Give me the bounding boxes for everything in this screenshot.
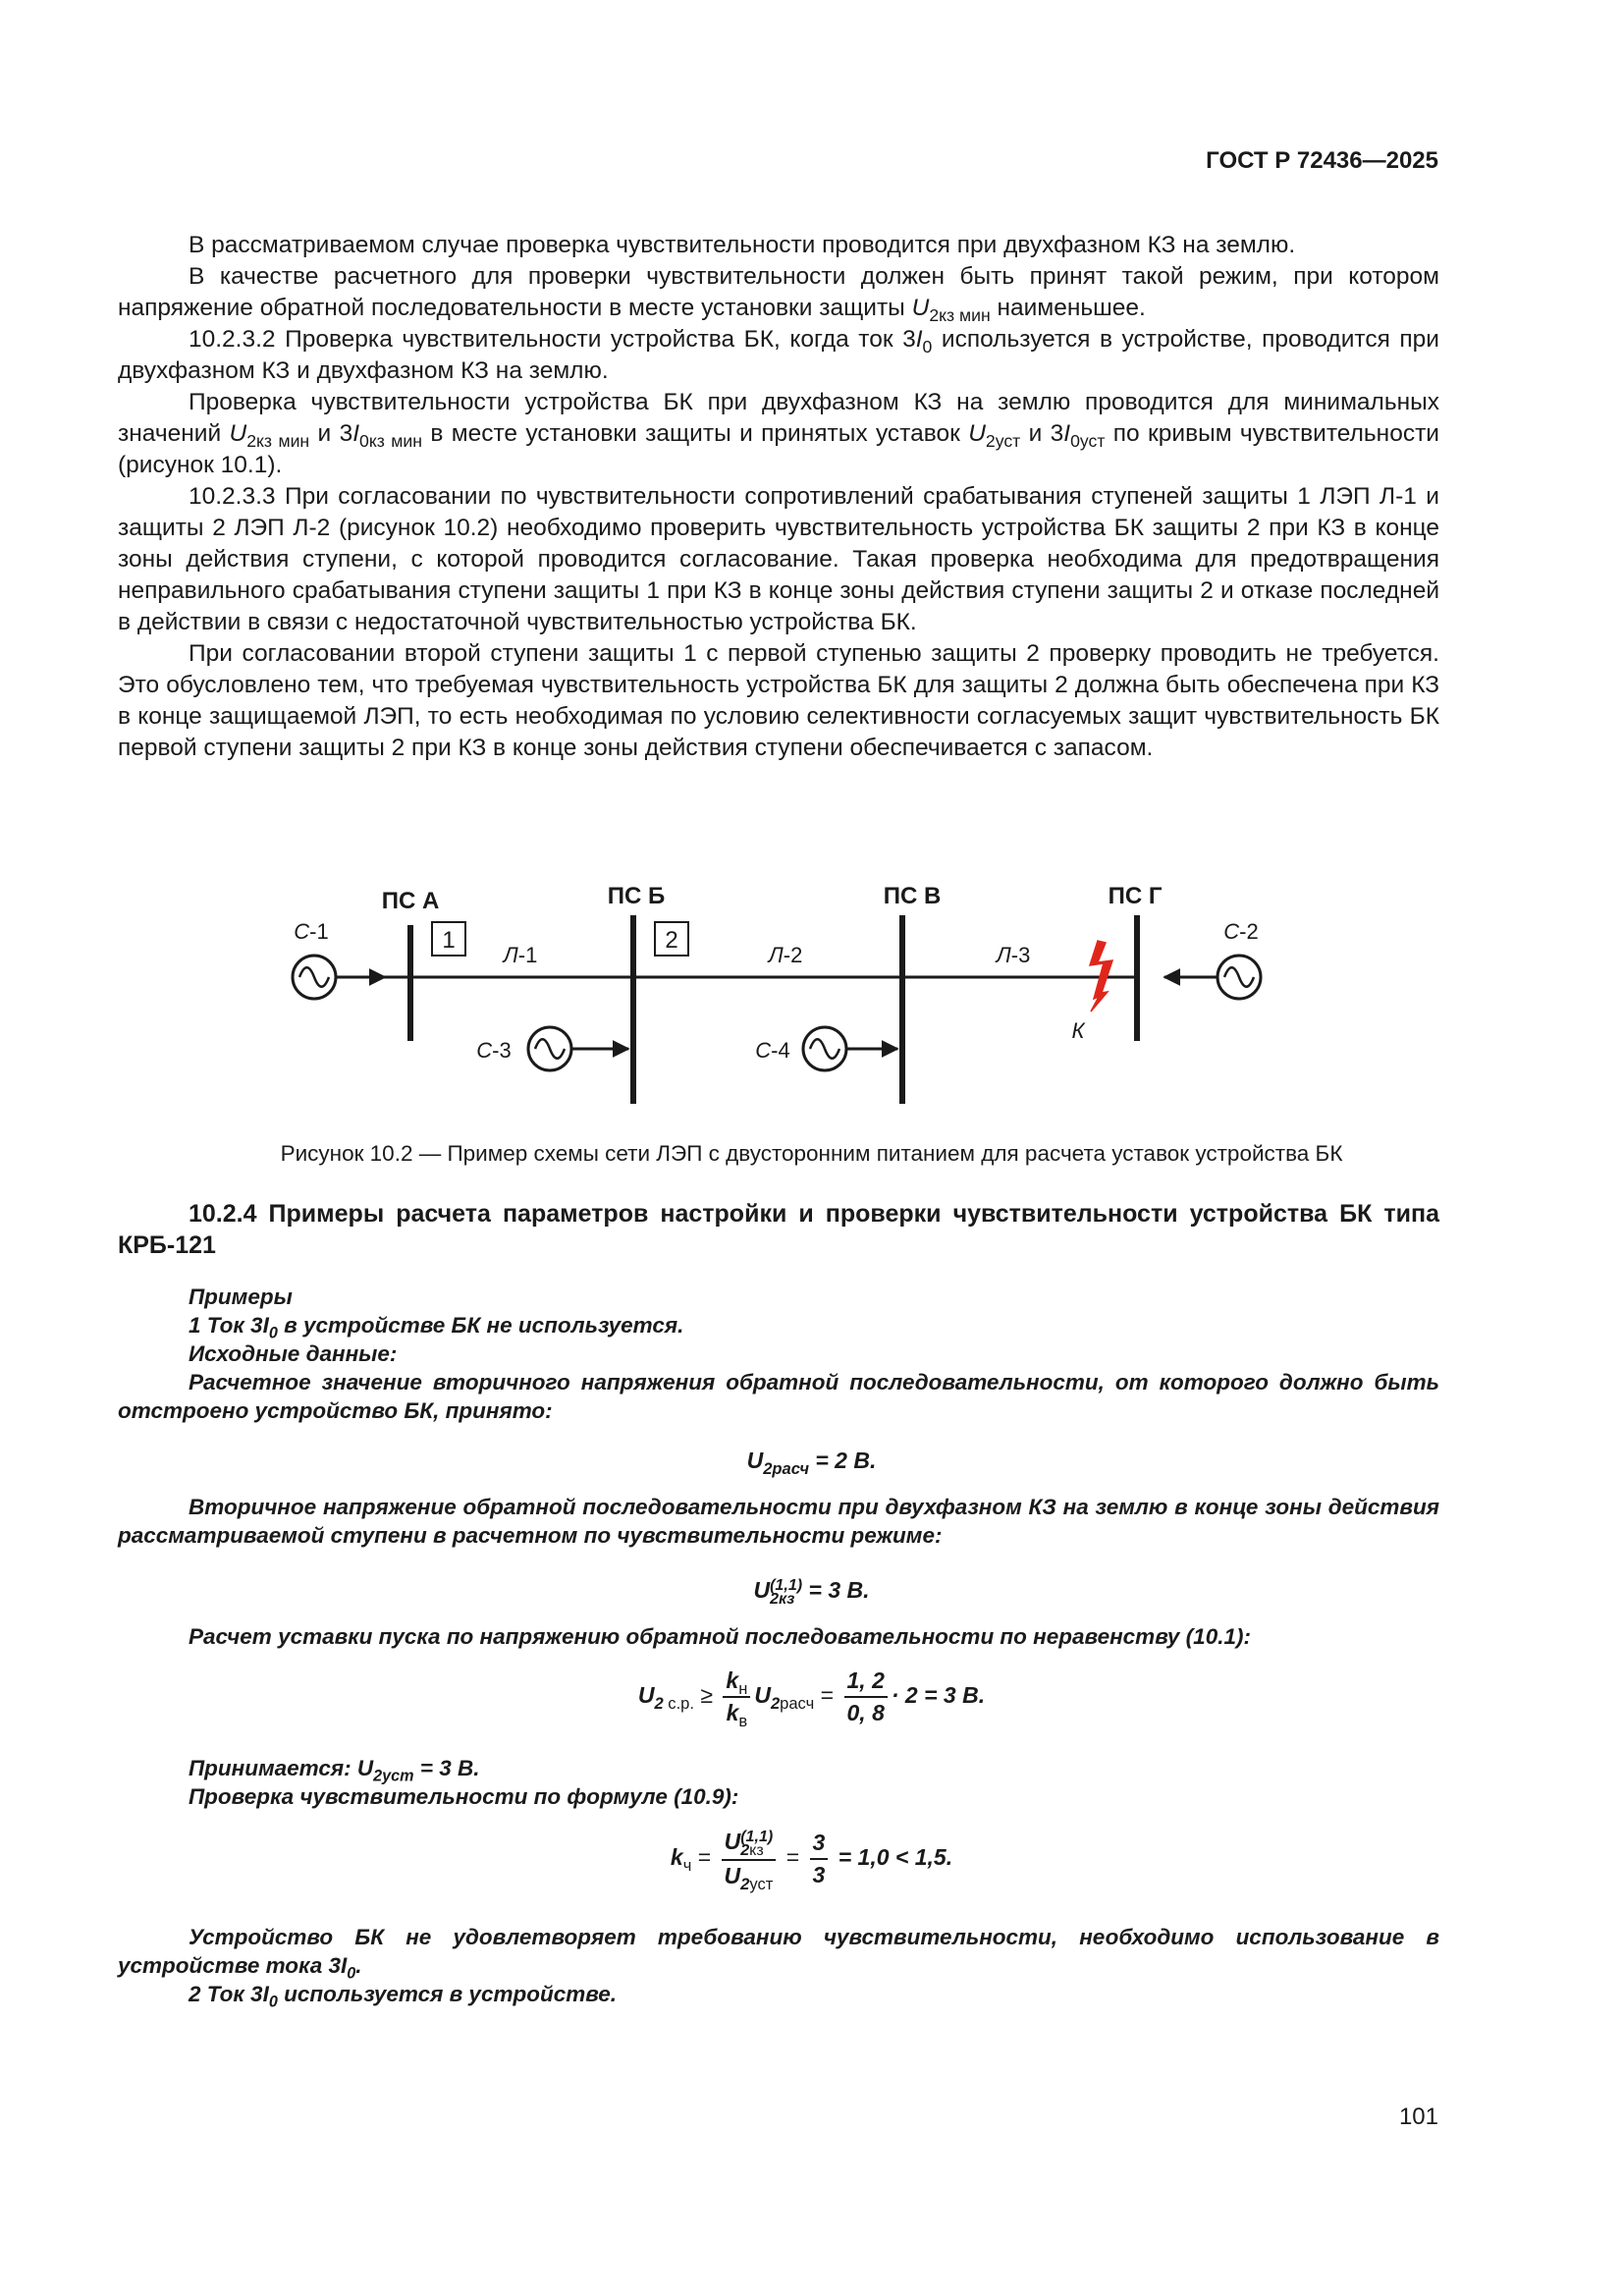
- protection-number: 2: [665, 927, 678, 954]
- example-text: Проверка чувствительности по формуле (10.9):: [189, 1784, 739, 1809]
- superscript: (1,1): [740, 1827, 774, 1845]
- example-paragraph: [118, 1493, 1439, 1550]
- subscript: 2кз мин: [246, 431, 310, 452]
- symbol-u: U: [911, 295, 930, 321]
- paragraph-text: При согласовании второй ступени защиты 1 с первой ступенью защиты 2 проверку проводить не требуется. Это обусловлено тем, что требуемая чувствительность устройства БК для защиты 2 должна быть обеспечена при КЗ в конце защищаемой ЛЭП, то есть необходимая по условию селективности согласуемых защит чувствительность БК первой ступени защиты 2 при КЗ в конце зоны действия ступени обеспечивается с запасом.: [118, 640, 1439, 761]
- formula-text: = 3 В.: [802, 1577, 870, 1603]
- accept-text: [118, 1754, 1439, 1785]
- source-label: С-1: [294, 919, 329, 944]
- subscript: 2уст: [373, 1767, 414, 1785]
- symbol-u: U: [753, 1577, 771, 1603]
- subscript: 0уст: [1070, 431, 1106, 452]
- subscript: 0: [922, 337, 933, 357]
- subscript: ч: [682, 1855, 692, 1875]
- input-data-label: Исходные данные:: [189, 1341, 398, 1366]
- line-label: Л-3: [996, 943, 1031, 967]
- subscript: с.р.: [663, 1693, 694, 1713]
- subscript: 0: [268, 1993, 278, 2011]
- paragraph-text: 10.2.3.2 Проверка чувствительности устройства БК, когда ток 3: [189, 326, 916, 353]
- figure-caption: Рисунок 10.2 — Пример схемы сети ЛЭП с двусторонним питанием для расчета уставок устройства БК: [280, 1141, 1343, 1166]
- example-text: Устройство БК не удовлетворяет требованию чувствительности, необходимо использование в устройстве тока 3: [118, 1925, 1439, 1978]
- formula-text: = 1,0 < 1,5.: [832, 1844, 953, 1871]
- source-label: С-2: [1223, 919, 1259, 944]
- subscript: 2уст: [985, 431, 1021, 452]
- subscript: 2кз: [770, 1589, 795, 1608]
- example-paragraph: [118, 1622, 1439, 1651]
- symbol-i: I: [341, 1953, 348, 1978]
- subscript: уст: [749, 1874, 774, 1893]
- formula-text: · 2 = 3 В.: [891, 1682, 986, 1709]
- symbol-i: I: [262, 1982, 269, 2006]
- paragraph-text: В качестве расчетного для проверки чувствительности должен быть принят такой режим, при котором напряжение обратной последовательности в месте установки защиты: [118, 263, 1439, 321]
- paragraph-text: В рассматриваемом случае проверка чувствительности проводится при двухфазном КЗ на землю.: [189, 232, 1296, 258]
- symbol-u: U: [229, 420, 247, 447]
- example-text: Расчет уставки пуска по напряжению обратной последовательности по неравенству (10.1):: [189, 1624, 1251, 1649]
- fraction-values: [810, 1830, 829, 1888]
- paragraph: [118, 387, 1439, 481]
- source-label: С-3: [476, 1038, 512, 1063]
- subscript: 2кз мин: [929, 305, 991, 326]
- symbol-u: U: [724, 1862, 741, 1888]
- paragraph-text: наименьшее.: [990, 295, 1146, 321]
- substation-label: ПС А: [381, 888, 440, 914]
- symbol-u: U: [746, 1448, 764, 1473]
- symbol-i: I: [915, 326, 923, 353]
- superscript: (1,1): [770, 1575, 803, 1594]
- paragraph-text: по кривым чувствительности (рисунок 10.1).: [118, 420, 1439, 478]
- subscript: кз: [749, 1840, 764, 1859]
- fraction-u: [722, 1827, 777, 1893]
- generator-icon: [1217, 956, 1261, 999]
- subscript: 0: [347, 1964, 356, 1983]
- paragraph: [118, 324, 1439, 387]
- fraction-k: [723, 1667, 750, 1730]
- substation-label: ПС Б: [607, 883, 666, 909]
- line-label: Л-1: [503, 943, 538, 967]
- example-text: 1 Ток 3: [189, 1313, 263, 1338]
- symbol-u: U: [637, 1682, 655, 1709]
- symbol-u: U: [754, 1682, 771, 1709]
- generator-icon: [528, 1027, 571, 1070]
- operator: ≥: [693, 1682, 720, 1709]
- operator: =: [691, 1844, 718, 1871]
- subscript: 2: [654, 1693, 664, 1713]
- generator-icon: [803, 1027, 846, 1070]
- operator: =: [814, 1682, 840, 1709]
- section-heading: 10.2.4 Примеры расчета параметров настройки и проверки чувствительности устройства БК типа КРБ-121: [118, 1200, 1439, 1259]
- line-label: Л-2: [768, 943, 803, 967]
- symbol-i: I: [352, 420, 360, 447]
- example-text: = 3 В.: [413, 1756, 480, 1780]
- operator: =: [780, 1844, 806, 1871]
- example-case-1: [118, 1311, 1439, 1342]
- paragraph-text: используется в устройстве, проводится при двухфазном КЗ и двухфазном КЗ на землю.: [118, 326, 1439, 384]
- protection-number: 1: [442, 927, 456, 954]
- body-text: [118, 230, 1439, 764]
- conclusion-text: [118, 1923, 1439, 1983]
- formula-u2-calc: [0, 1448, 1623, 1478]
- subscript: расч: [780, 1693, 815, 1713]
- paragraph: [118, 481, 1439, 638]
- example-text: .: [355, 1953, 362, 1978]
- symbol-i: I: [262, 1313, 269, 1338]
- denominator: 3: [812, 1861, 826, 1887]
- symbol-k: k: [726, 1667, 739, 1693]
- network-diagram: [0, 864, 1623, 1129]
- paragraph-text: в месте установки защиты и принятых уставок: [422, 420, 969, 447]
- example-text: 2 Ток 3: [189, 1982, 263, 2006]
- paragraph: [118, 638, 1439, 764]
- example-text: в устройстве БК не используется.: [277, 1313, 684, 1338]
- symbol-u: U: [968, 420, 986, 447]
- example-paragraph: [118, 1923, 1439, 2011]
- subscript: 0кз мин: [359, 431, 422, 452]
- subscript: 2расч: [763, 1458, 809, 1478]
- page-number: 101: [1398, 2104, 1438, 2130]
- example-case-2: [118, 1980, 1439, 2011]
- numerator: 1, 2: [844, 1667, 888, 1698]
- fault-label: К: [1071, 1018, 1085, 1043]
- paragraph-text: Проверка чувствительности устройства БК при двухфазном КЗ на землю проводится для минимальных значений: [118, 389, 1439, 447]
- example-text: используется в устройстве.: [277, 1982, 618, 2006]
- subscript: в: [738, 1711, 748, 1730]
- paragraph-text: и 3: [1020, 420, 1064, 447]
- formula-setting: [0, 1667, 1623, 1730]
- subscript: 2: [740, 1874, 750, 1893]
- examples-intro: [118, 1283, 1439, 1425]
- paragraph: [118, 261, 1439, 324]
- subscript: 2: [740, 1840, 750, 1859]
- formula-sensitivity: [0, 1827, 1623, 1893]
- paragraph-text: и 3: [309, 420, 353, 447]
- denominator: 0, 8: [846, 1700, 885, 1725]
- substation-label: ПС В: [883, 883, 942, 909]
- standard-code: ГОСТ Р 72436—2025: [1206, 147, 1438, 174]
- subscript: н: [738, 1678, 748, 1698]
- subscript: 0: [268, 1324, 278, 1342]
- example-text: Расчетное значение вторичного напряжения обратной последовательности, от которого должно быть отстроено устройство БК, принято:: [118, 1370, 1439, 1423]
- formula-u2-fault: [0, 1577, 1623, 1606]
- substation-label: ПС Г: [1108, 883, 1163, 909]
- example-text: Вторичное напряжение обратной последовательности при двухфазном КЗ на землю в конце зоны действия рассматриваемой ступени в расчетном по чувствительности режиме:: [118, 1495, 1439, 1548]
- fraction-values: [844, 1667, 888, 1726]
- source-label: С-4: [755, 1038, 790, 1063]
- example-paragraph: [118, 1754, 1439, 1811]
- paragraph: [118, 230, 1439, 261]
- symbol-u: U: [724, 1829, 741, 1854]
- formula-text: = 2 В.: [808, 1448, 877, 1473]
- paragraph-text: 10.2.3.3 При согласовании по чувствительности сопротивлений срабатывания ступеней защиты 1 ЛЭП Л-1 и защиты 2 ЛЭП Л-2 (рисунок 10.2) необходимо проверить чувствительность устройства БК защиты 2 при КЗ в конце зоны действия ступени, с которой проводится согласование. Такая проверка необходима для предотвращения неправильного срабатывания ступени защиты 1 при КЗ в конце зоны действия ступени защиты 2 и отказе последней в действии в связи с недостаточной чувствительностью устройства БК.: [118, 483, 1439, 635]
- subscript: 2: [770, 1693, 781, 1713]
- examples-heading: Примеры: [189, 1285, 293, 1309]
- generator-icon: [293, 956, 336, 999]
- symbol-i: I: [1063, 420, 1071, 447]
- numerator: 3: [810, 1830, 829, 1860]
- symbol-k: k: [670, 1844, 683, 1871]
- symbol-k: k: [726, 1700, 739, 1725]
- example-text: Принимается: U: [189, 1756, 374, 1780]
